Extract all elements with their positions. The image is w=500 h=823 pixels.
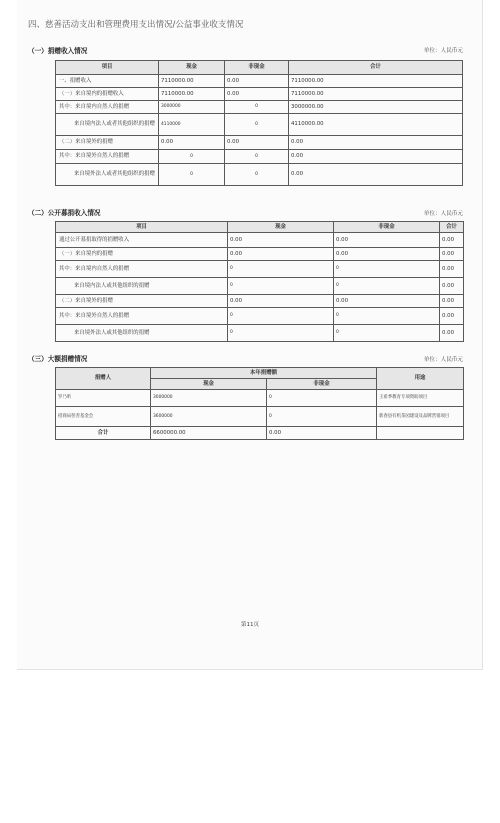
- table-row: [56, 164, 463, 186]
- column-header: 现金: [228, 222, 334, 233]
- noncash-cell: 0: [225, 114, 289, 136]
- public-fundraising-table: [55, 221, 464, 342]
- item-cell: 通过公开募捐取得的捐赠收入: [56, 233, 228, 248]
- total-cell: 0.00: [440, 295, 464, 308]
- donor-cell: 招商局慈善基金会: [56, 407, 151, 427]
- table-row: [56, 88, 463, 101]
- column-header: 合计: [289, 61, 463, 75]
- purpose-cell: 新春县有机茶园建设及品牌营销项目: [377, 407, 464, 427]
- noncash-cell: 0.00: [334, 233, 440, 248]
- total-cell: 0.00: [440, 233, 464, 248]
- large-donations-unit: 单位：人民币元: [423, 357, 463, 363]
- total-label-cell: 合计: [56, 427, 151, 440]
- table-row: [56, 75, 463, 88]
- table-row: [56, 261, 464, 278]
- item-cell: 其中：来自境外自然人的捐赠: [56, 150, 159, 164]
- noncash-cell: 0: [225, 101, 289, 114]
- column-header: 现金: [159, 61, 225, 75]
- cash-cell: 3000000: [159, 101, 225, 114]
- noncash-cell: 0.00: [225, 75, 289, 88]
- cash-cell: 0: [159, 164, 225, 186]
- noncash-cell: 0.00: [334, 248, 440, 261]
- noncash-cell: 0: [267, 390, 377, 407]
- item-cell: 来自境外法人或其他组织的捐赠: [56, 325, 228, 342]
- purpose-cell: 王希季教育专项资助项目: [377, 390, 464, 407]
- column-header: 现金: [151, 379, 267, 390]
- item-cell: 一、捐赠收入: [56, 75, 159, 88]
- total-cell: 0.00: [440, 325, 464, 342]
- item-cell: （一）来自境内的捐赠: [56, 248, 228, 261]
- total-cell: 0.00: [440, 278, 464, 295]
- total-cell: 0.00: [289, 136, 463, 150]
- total-purpose-cell: [377, 427, 464, 440]
- noncash-cell: 0.00: [334, 295, 440, 308]
- item-cell: （二）来自境外的捐赠: [56, 136, 159, 150]
- item-cell: 来自境内法人或者其他组织的捐赠: [56, 114, 159, 136]
- table-row: [56, 136, 463, 150]
- cash-cell: 3000000: [151, 390, 267, 407]
- cash-cell: 4110000: [159, 114, 225, 136]
- column-header: 非现金: [334, 222, 440, 233]
- donor-cell: 罗乃昕: [56, 390, 151, 407]
- item-cell: 其中：来自境外自然人的捐赠: [56, 308, 228, 325]
- cash-cell: 7110000.00: [159, 88, 225, 101]
- table-row: [56, 150, 463, 164]
- table-row: [56, 427, 464, 440]
- column-header: 项目: [56, 61, 159, 75]
- cash-cell: 0: [228, 325, 334, 342]
- total-cell: 7110000.00: [289, 75, 463, 88]
- total-cell: 0.00: [289, 164, 463, 186]
- cash-cell: 0.00: [228, 295, 334, 308]
- column-header: 合计: [440, 222, 464, 233]
- item-cell: 其中：来自境内自然人的捐赠: [56, 261, 228, 278]
- large-donations-table: [55, 367, 464, 440]
- noncash-cell: 0: [267, 407, 377, 427]
- column-header: 非现金: [225, 61, 289, 75]
- table-row: [56, 248, 464, 261]
- donation-income-title: （一）捐赠收入情况: [28, 47, 88, 55]
- item-cell: （二）来自境外的捐赠: [56, 295, 228, 308]
- page-heading: 四、慈善活动支出和管理费用支出情况/公益事业收支情况: [28, 20, 244, 30]
- total-cell: 0.00: [440, 308, 464, 325]
- item-cell: （一）来自境内的捐赠收入: [56, 88, 159, 101]
- cash-cell: 3600000: [151, 407, 267, 427]
- donation-income-table: [55, 60, 463, 186]
- table-header-row: [56, 61, 463, 75]
- cash-cell: 0.00: [159, 136, 225, 150]
- public-fundraising-title: （二）公开募捐收入情况: [28, 209, 101, 217]
- table-row: [56, 308, 464, 325]
- donation-income-unit: 单位：人民币元: [423, 48, 463, 54]
- page-number: 第11页: [240, 622, 260, 628]
- large-donations-title: （三）大额捐赠情况: [28, 355, 88, 363]
- cash-cell: 0: [228, 261, 334, 278]
- column-header: 项目: [56, 222, 228, 233]
- table-row: [56, 278, 464, 295]
- total-cash-cell: 6600000.00: [151, 427, 267, 440]
- cash-cell: 7110000.00: [159, 75, 225, 88]
- table-row: [56, 325, 464, 342]
- cash-cell: 0.00: [228, 248, 334, 261]
- cash-cell: 0: [228, 278, 334, 295]
- column-header: 捐赠人: [56, 368, 151, 390]
- item-cell: 来自境内法人或其他组织的捐赠: [56, 278, 228, 295]
- total-noncash-cell: 0.00: [267, 427, 377, 440]
- noncash-cell: 0: [225, 164, 289, 186]
- column-header: 非现金: [267, 379, 377, 390]
- total-cell: 0.00: [440, 248, 464, 261]
- table-row: [56, 101, 463, 114]
- cash-cell: 0: [228, 308, 334, 325]
- item-cell: 来自境外法人或者其他组织的捐赠: [56, 164, 159, 186]
- table-row: [56, 390, 464, 407]
- total-cell: 4110000.00: [289, 114, 463, 136]
- noncash-cell: 0.00: [225, 88, 289, 101]
- cash-cell: 0.00: [228, 233, 334, 248]
- noncash-cell: 0: [334, 325, 440, 342]
- table-row: [56, 233, 464, 248]
- total-cell: 0.00: [289, 150, 463, 164]
- column-header: 本年捐赠额: [151, 368, 377, 379]
- noncash-cell: 0: [334, 278, 440, 295]
- cash-cell: 0: [159, 150, 225, 164]
- column-header: 用途: [377, 368, 464, 390]
- table-row: [56, 407, 464, 427]
- total-cell: 7110000.00: [289, 88, 463, 101]
- noncash-cell: 0: [225, 150, 289, 164]
- item-cell: 其中：来自境内自然人的捐赠: [56, 101, 159, 114]
- table-header-row: [56, 222, 464, 233]
- noncash-cell: 0: [334, 261, 440, 278]
- total-cell: 0.00: [440, 261, 464, 278]
- noncash-cell: 0: [334, 308, 440, 325]
- public-fundraising-unit: 单位：人民币元: [423, 211, 463, 217]
- table-header-row: [56, 368, 464, 379]
- noncash-cell: 0.00: [225, 136, 289, 150]
- table-row: [56, 114, 463, 136]
- table-row: [56, 295, 464, 308]
- total-cell: 3000000.00: [289, 101, 463, 114]
